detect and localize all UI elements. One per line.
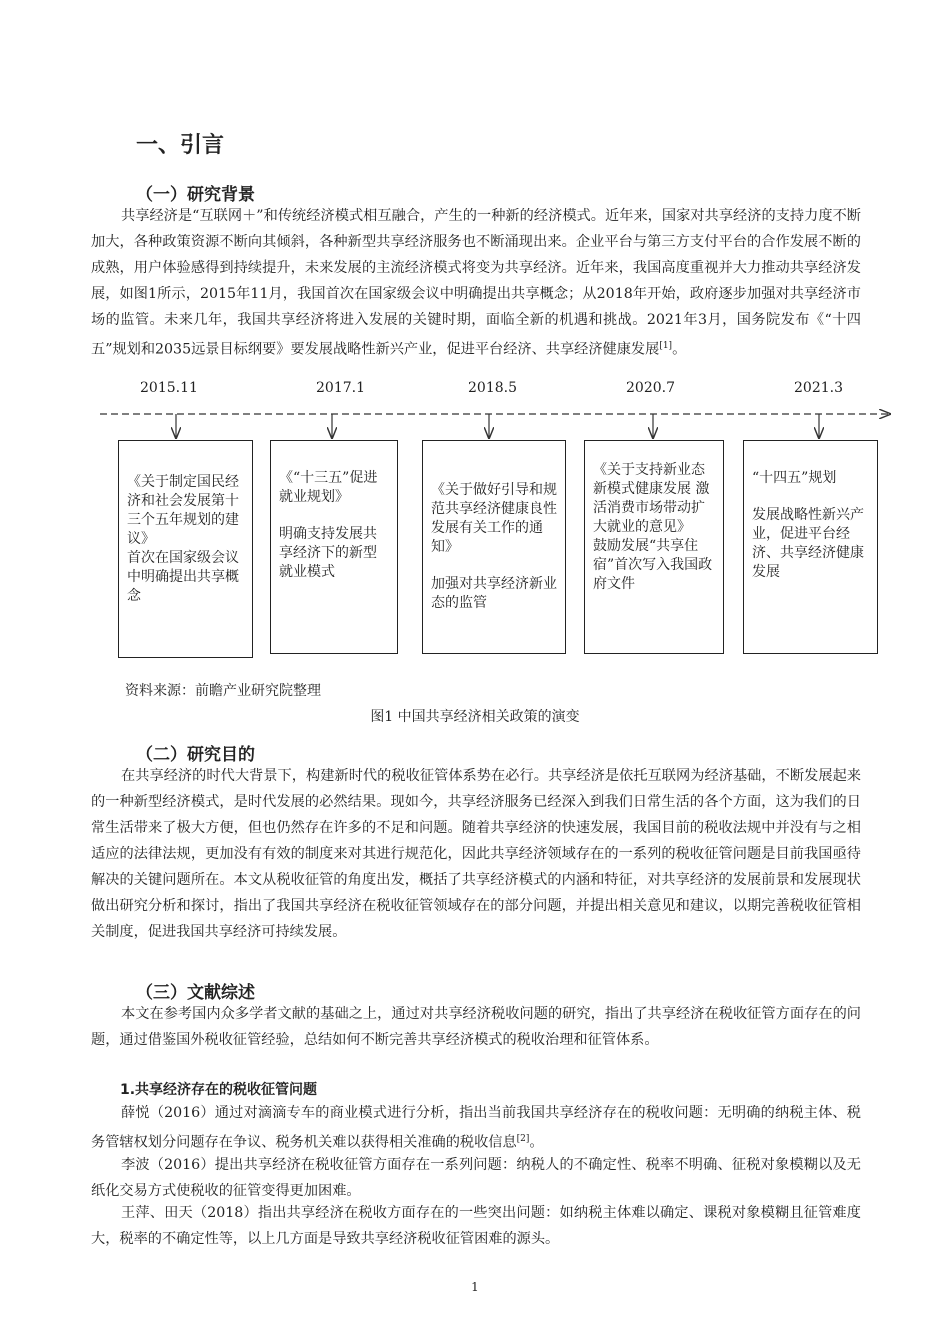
timeline-box-2017: [270, 440, 398, 654]
timeline-date-2018: 2018.5: [468, 380, 517, 396]
page-number: 1: [471, 1280, 479, 1294]
timeline-box-2018: [422, 440, 566, 654]
timeline-box-title: 《关于做好引导和规范共享经济健康良性发展有关工作的通知》: [431, 482, 557, 555]
timeline-box-desc: 发展战略性新兴产业，促进平台经济、共享经济健康发展: [752, 507, 864, 580]
figure-source: 资料来源：前瞻产业研究院整理: [125, 683, 321, 699]
timeline-box-title: 《“十三五”促进就业规划》: [279, 470, 378, 505]
heading-research-purpose: （二）研究目的: [136, 745, 255, 765]
figure-caption: 图1 中国共享经济相关政策的演变: [370, 709, 580, 725]
paragraph-background: 共享经济是“互联网＋”和传统经济模式相互融合，产生的一种新的经济模式。近年来，国家对共享经济的支持力度不断加大，各种政策资源不断向其倾斜，各种新型共享经济服务也不断涌现出来。企业平台与第三方支付平台的合作发展不断的成熟，用户体验感得到持续提升，未来发展的主流经济模式将变为共享经济。近年来，我国高度重视并大力推动共享经济发展，如图1所示，2015年11月，我国首次在国家级会议中明确提出共享概念；从2018年开始，政府逐步加强对共享经济市场的监管。未来几年，我国共享经济将进入发展的关键时期，面临全新的机遇和挑战。2021年3月，国务院发布《“十四五”规划和2035远景目标纲要》要发展战略性新兴产业，促进平台经济、共享经济健康发展[1]。: [91, 208, 861, 358]
policy-timeline-figure: [100, 378, 900, 668]
timeline-date-2017: 2017.1: [316, 380, 365, 396]
heading-introduction: 一、引言: [136, 133, 225, 158]
heading-literature-review: （三）文献综述: [136, 983, 255, 1003]
timeline-box-desc: 首次在国家级会议中明确提出共享概念: [127, 550, 239, 604]
timeline-date-2021: 2021.3: [794, 380, 843, 396]
paragraph-xue-yue: 薛悦（2016）通过对滴滴专车的商业模式进行分析，指出当前我国共享经济存在的税收问题：无明确的纳税主体、税务管辖权划分问题存在争议、税务机关难以获得相关准确的税收信息[2]。: [91, 1105, 861, 1151]
timeline-box-title: 《关于支持新业态新模式健康发展 激活消费市场带动扩大就业的意见》: [593, 462, 710, 535]
timeline-box-2020: [584, 440, 724, 654]
paragraph-wang-ping: 王萍、田天（2018）指出共享经济在税收方面存在的一些突出问题：如纳税主体难以确定、课税对象模糊且征管难度大，税率的不确定性等，以上几方面是导致共享经济税收征管困难的源头。: [91, 1205, 861, 1247]
heading-research-background: （一）研究背景: [136, 185, 255, 205]
timeline-box-desc: 明确支持发展共享经济下的新型就业模式: [279, 526, 377, 580]
timeline-box-2021: [743, 440, 878, 654]
subheading-tax-problems: 1.共享经济存在的税收征管问题: [120, 1082, 318, 1098]
citation-2: [2]: [516, 1134, 530, 1144]
paragraph-literature: 本文在参考国内众多学者文献的基础之上，通过对共享经济税收问题的研究，指出了共享经济在税收征管方面存在的问题，通过借鉴国外税收征管经验，总结如何不断完善共享经济模式的税收治理和征管体系。: [91, 1006, 861, 1048]
timeline-box-title: 《关于制定国民经济和社会发展第十三个五年规划的建议》: [127, 474, 239, 547]
timeline-box-title: “十四五”规划: [752, 470, 837, 486]
timeline-box-desc: 加强对共享经济新业态的监管: [431, 576, 557, 611]
citation-1: [1]: [659, 341, 673, 351]
timeline-box-desc: 鼓励发展“共享住宿”首次写入我国政府文件: [593, 538, 713, 592]
timeline-date-2015: 2015.11: [140, 380, 198, 396]
timeline-box-2015: [118, 440, 253, 658]
timeline-date-2020: 2020.7: [626, 380, 675, 396]
paragraph-li-bo: 李波（2016）提出共享经济在税收征管方面存在一系列问题：纳税人的不确定性、税率不明确、征税对象模糊以及无纸化交易方式使税收的征管变得更加困难。: [91, 1157, 861, 1199]
paragraph-purpose: 在共享经济的时代大背景下，构建新时代的税收征管体系势在必行。共享经济是依托互联网为经济基础，不断发展起来的一种新型经济模式，是时代发展的必然结果。现如今，共享经济服务已经深入到我们日常生活的各个方面，这为我们的日常生活带来了极大方便，但也仍然存在许多的不足和问题。随着共享经济的快速发展，我国目前的税收法规中并没有与之相适应的法律法规，更加没有有效的制度来对其进行规范化，因此共享经济领域存在的一系列的税收征管问题是目前我国亟待解决的关键问题所在。本文从税收征管的角度出发，概括了共享经济模式的内涵和特征，对共享经济的发展前景和发展现状做出研究分析和探讨，指出了我国共享经济在税收征管领域存在的部分问题，并提出相关意见和建议，以期完善税收征管相关制度，促进我国共享经济可持续发展。: [91, 768, 861, 940]
